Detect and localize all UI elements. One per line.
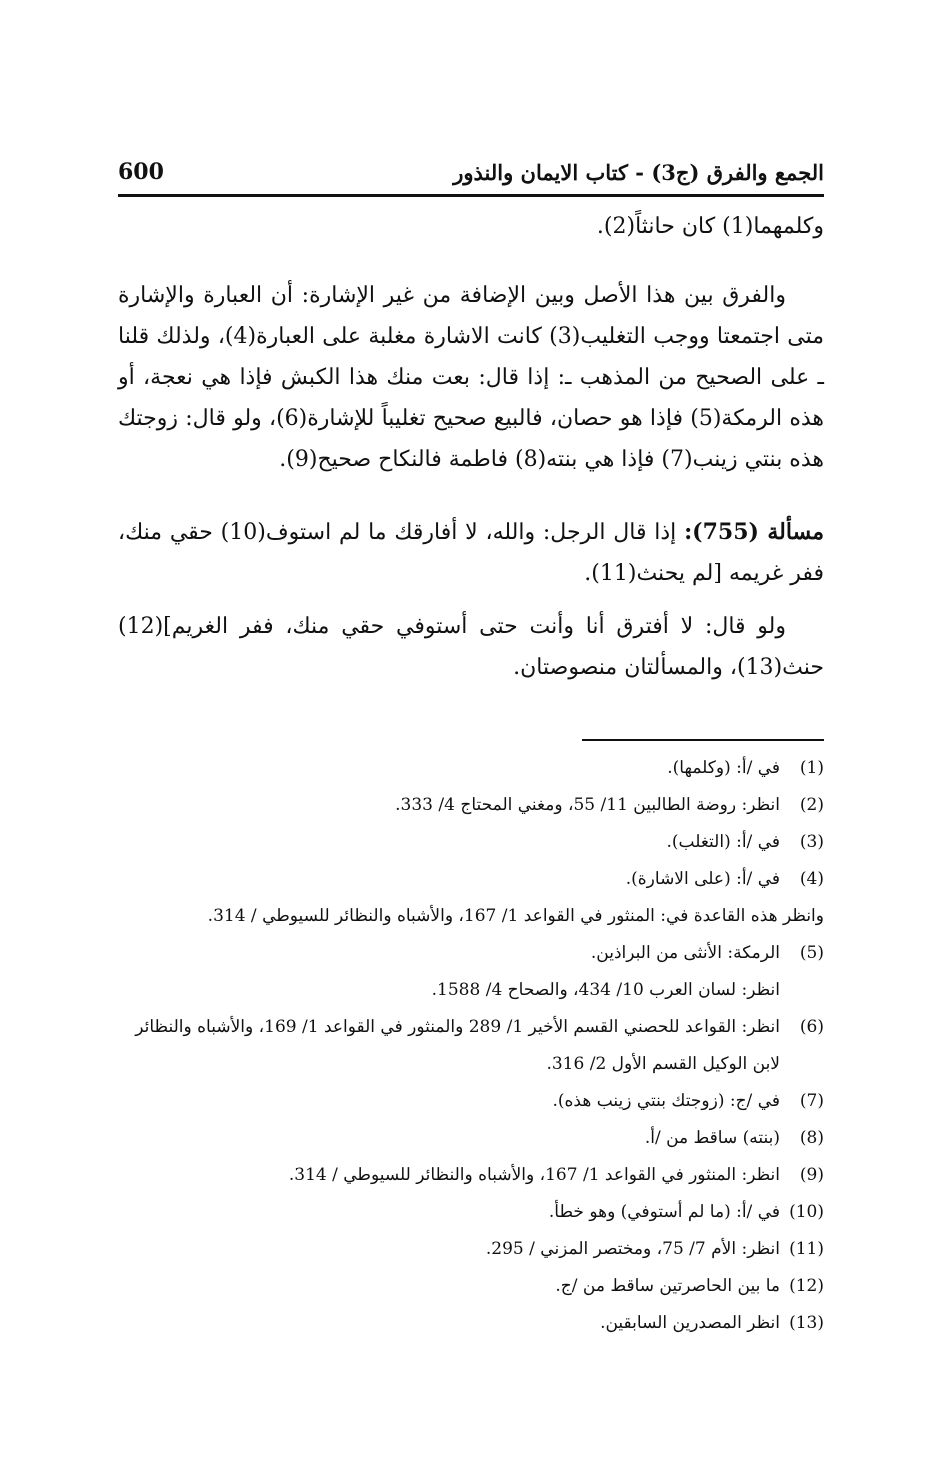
footnote-item — [118, 1120, 824, 1157]
footnote-item — [118, 1268, 824, 1305]
paragraph-3 — [118, 512, 824, 594]
footnote-number: (8) — [799, 1128, 824, 1148]
footnote-number: (2) — [799, 795, 824, 815]
paragraph-4: ولو قال: لا أفترق أنا وأنت حتى أستوفي حقي منك، ففر الغريم](12) حنث(13)، والمسألتان منصوصتان. — [118, 614, 824, 680]
footnote-item — [118, 787, 824, 824]
footnote-item — [118, 1231, 824, 1268]
footnote-number: (7) — [799, 1091, 824, 1111]
footnote-number: (13) — [789, 1313, 824, 1333]
footnote-text: في /أ: (ما لم أستوفي) وهو خطأ. — [548, 1202, 780, 1222]
footnote-item — [118, 861, 824, 898]
page-number: 600 — [118, 159, 164, 185]
footnote-text: ما بين الحاصرتين ساقط من /ج. — [555, 1276, 780, 1296]
footnote-item — [118, 935, 824, 972]
footnote-number: (4) — [799, 869, 824, 889]
paragraph-2: والفرق بين هذا الأصل وبين الإضافة من غير الإشارة: أن العبارة والإشارة متى اجتمعتا ووجب التغليب(3) كانت الاشارة مغلبة على العبارة(4)، ولذلك قلنا ـ على الصحيح من المذهب ـ: إذا قال: بعت منك هذا الكبش فإذا هي نعجة، أو هذه الرمكة(5) فإذا هو حصان، فالبيع صحيح تغليباً للإشارة(6)، ولو قال: زوجتك هذه بنتي زينب(7) فإذا هي بنته(8) فاطمة فالنكاح صحيح(9). — [118, 283, 825, 472]
footnote-text: انظر: القواعد للحصني القسم الأخير 1/ 289 والمنثور في القواعد 1/ 169، والأشباه والنظائر لابن الوكيل القسم الأول 2/ 316. — [135, 1017, 780, 1074]
footnote-text: (بنته) ساقط من /أ. — [644, 1128, 780, 1148]
footnote-number: (3) — [799, 832, 824, 852]
footnote-text: وانظر هذه القاعدة في: المنثور في القواعد 1/ 167، والأشباه والنظائر للسيوطي / 314. — [207, 906, 824, 926]
footnote-text: انظر: المنثور في القواعد 1/ 167، والأشباه والنظائر للسيوطي / 314. — [288, 1165, 780, 1185]
footnote-text: انظر: روضة الطالبين 11/ 55، ومغني المحتاج 4/ 333. — [395, 795, 780, 815]
issue-text: إذا قال الرجل: والله، لا أفارقك ما لم استوف(10) حقي منك، ففر غريمه [لم يحنث(11). — [118, 520, 824, 586]
footnote-number: (10) — [789, 1202, 824, 1222]
footnote-text: الرمكة: الأنثى من البراذين. — [590, 943, 780, 963]
footnote-item — [118, 1194, 824, 1231]
footnote-number: (6) — [799, 1017, 824, 1037]
footnote-number: (1) — [799, 758, 824, 778]
footnote-item — [118, 1157, 824, 1194]
running-title: الجمع والفرق (ج3) - كتاب الايمان والنذور — [453, 159, 824, 185]
footnote-item — [118, 1083, 824, 1120]
footnote-number: (5) — [799, 943, 824, 963]
page-header — [118, 150, 824, 197]
paragraph-1: وكلمهما(1) كان حانثاً(2). — [596, 214, 824, 239]
footnote-text: في /ج: (زوجتك بنتي زينب هذه). — [552, 1091, 780, 1111]
footnote-number: (11) — [789, 1239, 824, 1259]
footnote-item — [118, 1009, 824, 1083]
footnote-text: في /أ: (وكلمها). — [667, 758, 780, 778]
main-text — [118, 206, 824, 688]
footnote-item — [118, 750, 824, 787]
issue-label: مسألة (755): — [684, 519, 824, 545]
footnote-text: انظر المصدرين السابقين. — [600, 1313, 780, 1333]
footnote-item — [118, 824, 824, 861]
footnote-separator — [582, 739, 824, 741]
footnote-item — [118, 972, 824, 1009]
footnote-text: انظر: الأم 7/ 75، ومختصر المزني / 295. — [485, 1239, 780, 1259]
footnote-text: انظر: لسان العرب 10/ 434، والصحاح 4/ 1588. — [431, 980, 780, 1000]
footnote-item — [118, 1305, 824, 1342]
footnote-text: في /أ: (على الاشارة). — [625, 869, 780, 889]
footnotes — [118, 750, 824, 1342]
footnote-item — [118, 898, 824, 935]
footnote-text: في /أ: (التغلب). — [666, 832, 780, 852]
footnote-number: (12) — [789, 1276, 824, 1296]
footnote-number: (9) — [799, 1165, 824, 1185]
